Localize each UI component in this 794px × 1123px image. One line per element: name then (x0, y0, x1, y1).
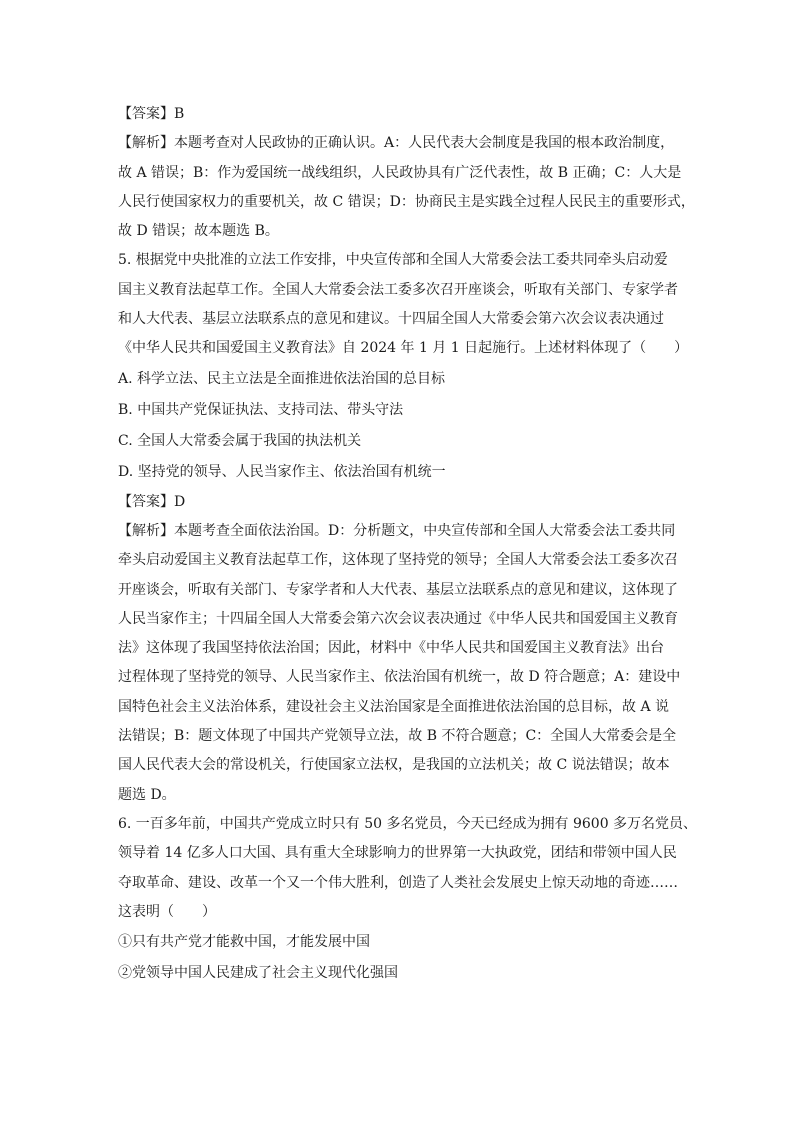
analysis-q4-line-4: 故 D 错误；故本题选 B。 (118, 223, 279, 240)
question-6-statement-2: ②党领导中国人民建成了社会主义现代化强国 (118, 965, 398, 982)
question-5-option-a: A. 科学立法、民主立法是全面推进依法治国的总目标 (118, 370, 446, 387)
analysis-q5-line-2: 牵头启动爱国主义教育法起草工作，这体现了坚持党的领导；全国人大常委会法工委多次召 (118, 552, 678, 569)
question-6-line-4: 这表明（ ） (118, 903, 216, 920)
question-5-line-2: 国主义教育法起草工作。全国人大常委会法工委多次召开座谈会，听取有关部门、专家学者 (118, 281, 678, 298)
analysis-q4-line-1: 【解析】本题考查对人民政协的正确认识。A：人民代表大会制度是我国的根本政治制度， (118, 135, 675, 152)
analysis-q4-line-2: 故 A 错误；B：作为爱国统一战线组织，人民政协具有广泛代表性，故 B 正确；C：人大是 (118, 164, 682, 181)
analysis-q5-line-6: 过程体现了坚持党的领导、人民当家作主、依法治国有机统一，故 D 符合题意；A：建设中 (118, 669, 681, 686)
analysis-q4-line-3: 人民行使国家权力的重要机关，故 C 错误；D：协商民主是实践全过程人民民主的重要形式， (118, 193, 695, 210)
question-6-statement-1: ①只有共产党才能救中国，才能发展中国 (118, 934, 370, 951)
question-5-line-3: 和人大代表、基层立法联系点的意见和建议。十四届全国人大常委会第六次会议表决通过 (118, 311, 664, 328)
question-5-line-4: 《中华人民共和国爱国主义教育法》自 2024 年 1 月 1 日起施行。上述材料体现了（ ） (118, 340, 689, 357)
analysis-q5-line-8: 法错误；B：题文体现了中国共产党领导立法，故 B 不符合题意；C：全国人大常委会是全 (118, 728, 677, 745)
question-6-line-2: 领导着 14 亿多人口大国、具有重大全球影响力的世界第一大执政党，团结和带领中国人民 (118, 845, 677, 862)
question-6-line-1: 6. 一百多年前，中国共产党成立时只有 50 多名党员，今天已经成为拥有 9600 多万名党员、 (118, 815, 698, 832)
document-page (118, 100, 698, 989)
analysis-q5-line-3: 开座谈会，听取有关部门、专家学者和人大代表、基层立法联系点的意见和建议，这体现了 (118, 581, 678, 598)
question-5-line-1: 5. 根据党中央批准的立法工作安排，中央宣传部和全国人大常委会法工委共同牵头启动爱 (118, 252, 668, 269)
answer-label-q4: 【答案】B (118, 106, 185, 122)
question-6-line-3: 夺取革命、建设、改革一个又一个伟大胜利，创造了人类社会发展史上惊天动地的奇迹…… (118, 874, 678, 891)
question-5-option-d: D. 坚持党的领导、人民当家作主、依法治国有机统一 (118, 463, 446, 480)
analysis-q5-line-9: 国人民代表大会的常设机关，行使国家立法权，是我国的立法机关；故 C 说法错误；故本 (118, 757, 670, 774)
question-5-option-c: C. 全国人大常委会属于我国的执法机关 (118, 432, 362, 449)
analysis-q5-line-10: 题选 D。 (118, 786, 176, 803)
question-5-option-b: B. 中国共产党保证执法、支持司法、带头守法 (118, 401, 404, 418)
analysis-q5-line-7: 国特色社会主义法治体系，建设社会主义法治国家是全面推进依法治国的总目标，故 A 说 (118, 698, 670, 715)
analysis-q5-line-5: 法》这体现了我国坚持依法治国；因此，材料中《中华人民共和国爱国主义教育法》出台 (118, 640, 664, 657)
analysis-q5-line-1: 【解析】本题考查全面依法治国。D：分析题文，中央宣传部和全国人大常委会法工委共同 (118, 522, 676, 539)
analysis-q5-line-4: 人民当家作主；十四届全国人大常委会第六次会议表决通过《中华人民共和国爱国主义教育 (118, 610, 678, 627)
answer-label-q5: 【答案】D (118, 493, 186, 510)
